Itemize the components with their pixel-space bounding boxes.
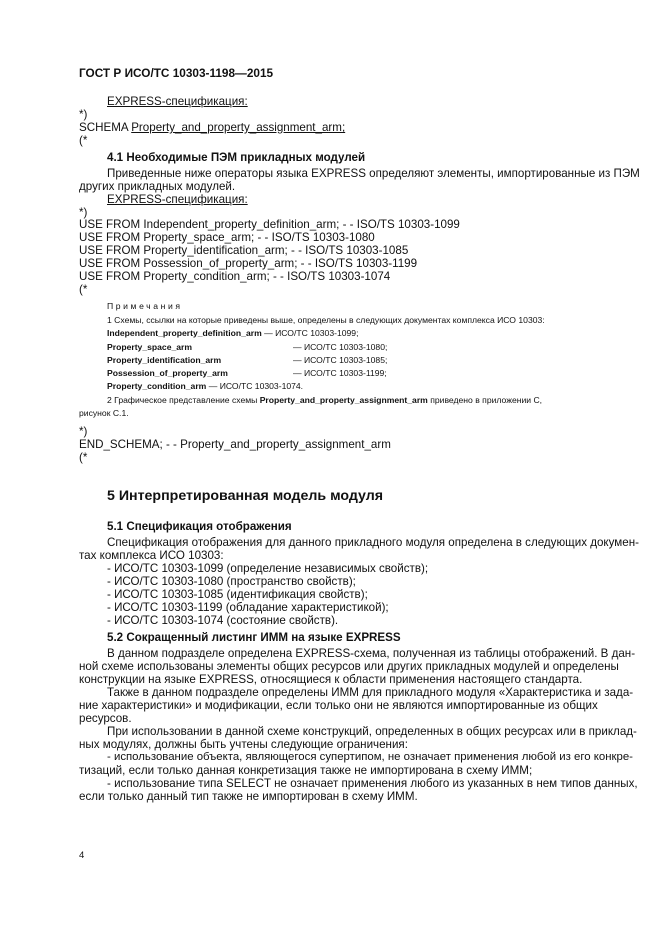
- schema-name: Property_and_property_assignment_arm;: [131, 121, 346, 134]
- list-item: - ИСО/ТС 10303-1199 (обладание характеристикой);: [107, 601, 389, 614]
- note-ref-name: Independent_property_definition_arm: [107, 328, 262, 338]
- notes-title: Примечания: [107, 301, 183, 311]
- note-ref-name: Property_identification_arm: [107, 355, 222, 365]
- paragraph-line: В данном подразделе определена EXPRESS-схема, полученная из таблицы отображений. В дан-: [107, 647, 636, 660]
- express-spec-label: EXPRESS-спецификация:: [107, 95, 248, 108]
- code-line: *): [79, 425, 88, 438]
- section-5-1-heading: 5.1 Спецификация отображения: [107, 520, 292, 533]
- note-ref-doc: — ИСО/ТС 10303-1085;: [293, 355, 388, 365]
- note-ref-doc: — ИСО/ТС 10303-1080;: [293, 342, 388, 352]
- paragraph-line: если только данный тип также не импортирован в схему ИММ.: [79, 790, 418, 803]
- section-4-1-heading: 4.1 Необходимые ПЭМ прикладных модулей: [107, 151, 366, 164]
- note-2-cont: рисунок С.1.: [79, 408, 129, 418]
- schema-keyword: SCHEMA: [79, 121, 128, 134]
- note-ref-doc: — ИСО/ТС 10303-1099;: [261, 328, 359, 338]
- note-ref-doc: — ИСО/ТС 10303-1074.: [206, 381, 304, 391]
- list-item: - ИСО/ТС 10303-1074 (состояние свойств).: [107, 614, 339, 627]
- code-line: (*: [79, 134, 88, 147]
- paragraph-line: тах комплекса ИСО 10303:: [79, 549, 224, 562]
- note-ref-row: [107, 355, 387, 366]
- schema-line: [79, 121, 345, 134]
- code-line: (*: [79, 451, 88, 464]
- use-from-line: USE FROM Property_condition_arm; - - ISO/TS 10303-1074: [79, 270, 391, 283]
- paragraph-line: При использовании в данной схеме конструкций, определенных в общих ресурсах или в приклад-: [107, 725, 637, 738]
- note-ref-row: [107, 381, 303, 392]
- note-2: [107, 395, 542, 406]
- use-from-line: USE FROM Property_space_arm; - - ISO/TS 10303-1080: [79, 231, 375, 244]
- note-ref-name: Possession_of_property_arm: [107, 368, 228, 378]
- paragraph-line: ной схеме использованы элементы общих ресурсов или других прикладных модулей и определены: [79, 660, 619, 673]
- list-item: - ИСО/ТС 10303-1085 (идентификация свойств);: [107, 588, 368, 601]
- note-2-text: приведено в приложении С,: [427, 395, 543, 405]
- section-5-heading: 5 Интерпретированная модель модуля: [107, 488, 384, 504]
- note-ref-doc: — ИСО/ТС 10303-1199;: [293, 368, 387, 378]
- paragraph-line: других прикладных модулей.: [79, 180, 236, 193]
- paragraph-line: - использование типа SELECT не означает применения любого из указанных в нем типов данных,: [107, 777, 638, 790]
- end-schema-line: END_SCHEMA; - - Property_and_property_assignment_arm: [79, 438, 391, 451]
- page-header: ГОСТ Р ИСО/ТС 10303-1198—2015: [79, 66, 274, 80]
- express-spec-label: EXPRESS-спецификация:: [107, 193, 248, 206]
- note-1: 1 Схемы, ссылки на которые приведены выше, определены в следующих документах комплекса ИСО 10303:: [107, 315, 545, 325]
- list-item: - ИСО/ТС 10303-1099 (определение независимых свойств);: [107, 562, 429, 575]
- paragraph-line: ресурсов.: [79, 712, 132, 725]
- use-from-line: USE FROM Independent_property_definition_arm; - - ISO/TS 10303-1099: [79, 218, 460, 231]
- paragraph-line: Приведенные ниже операторы языка EXPRESS определяют элементы, импортированные из ПЭМ: [107, 167, 640, 180]
- note-ref-row: [107, 368, 387, 379]
- note-ref-row: [107, 342, 387, 353]
- paragraph-line: тизаций, если только данная конкретизация также не импортирована в схему ИММ;: [79, 764, 533, 777]
- use-from-line: USE FROM Property_identification_arm; - - ISO/TS 10303-1085: [79, 244, 409, 257]
- note-ref-row: [107, 328, 358, 339]
- note-2-schema: Property_and_property_assignment_arm: [259, 395, 428, 405]
- code-line: *): [79, 206, 88, 219]
- note-ref-name: Property_space_arm: [107, 342, 193, 352]
- section-5-2-heading: 5.2 Сокращенный листинг ИММ на языке EXPRESS: [107, 631, 401, 644]
- paragraph-line: конструкции на языке EXPRESS, относящиеся к области применения настоящего стандарта.: [79, 673, 583, 686]
- paragraph-line: ных модулях, должны быть учтены следующие ограничения:: [79, 738, 408, 751]
- paragraph-line: Спецификация отображения для данного прикладного модуля определена в следующих докумен-: [107, 536, 639, 549]
- note-ref-name: Property_condition_arm: [107, 381, 207, 391]
- note-2-text: 2 Графическое представление схемы: [107, 395, 260, 405]
- paragraph-line: - использование объекта, являющегося супертипом, не означает применения любой из его конкре-: [107, 751, 633, 763]
- page-number: 4: [79, 850, 85, 861]
- code-line: *): [79, 108, 88, 121]
- paragraph-line: Также в данном подразделе определены ИММ для прикладного модуля «Характеристика и зада-: [107, 686, 634, 699]
- paragraph-line: ние характеристики» и модификации, если только они не являются импортированные из общих: [79, 699, 598, 712]
- list-item: - ИСО/ТС 10303-1080 (пространство свойств);: [107, 575, 356, 588]
- use-from-line: USE FROM Possession_of_property_arm; - - ISO/TS 10303-1199: [79, 257, 418, 270]
- code-line: (*: [79, 283, 88, 296]
